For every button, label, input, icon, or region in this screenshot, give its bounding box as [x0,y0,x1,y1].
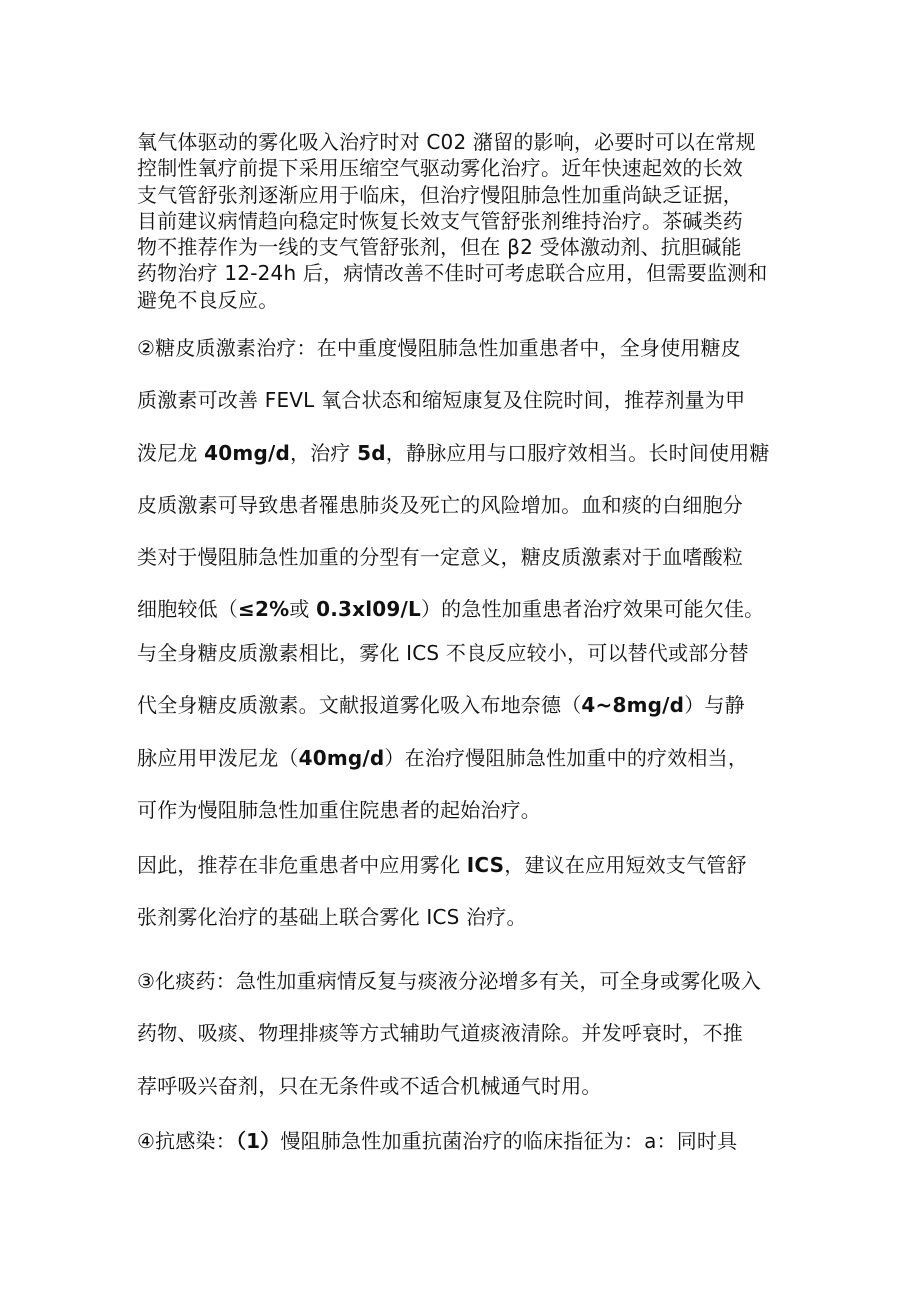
text-segment: ，静脉应用与口服疗效相当。长时间使用糖 [385,440,770,465]
paragraph-anti-infection [137,1115,801,1167]
text-line: 代全身糖皮质激素。文献报道雾化吸入布地奈德（4~8mg/d）与静 [137,693,745,718]
text-line: ④抗感染：（1）慢阻肺急性加重抗菌治疗的临床指征为：a：同时具 [137,1129,738,1153]
paragraph-mucolytics [137,955,801,1112]
paragraph-oxygen-nebulization [137,129,801,313]
count-threshold: 0.3xl09/L [316,597,421,622]
emphasized-value: 4~8mg/d [581,693,685,718]
text-line: 氧气体驱动的雾化吸入治疗时对 C02 潴留的影响，必要时可以在常规 [137,130,756,154]
text-line: 皮质激素可导致患者罹患肺炎及死亡的风险增加。血和痰的白细胞分 [137,492,743,517]
text-line: 张剂雾化治疗的基础上联合雾化 ICS 治疗。 [137,905,527,930]
text-line: 药物治疗 12-24h 后，病情改善不佳时可考虑联合应用，但需要监测和 [137,261,768,286]
text-line: 支气管舒张剂逐渐应用于临床，但治疗慢阻肺急性加重尚缺乏证据， [137,182,743,207]
ics-term: ICS [466,853,505,877]
text-line: 类对于慢阻肺急性加重的分型有一定意义，糖皮质激素对于血嗜酸粒 [137,545,743,570]
text-segment: ）的急性加重患者治疗效果可能欠佳。 [420,597,765,622]
text-segment: ，治疗 [289,440,358,465]
text-line: ③化痰药：急性加重病情反复与痰液分泌增多有关，可全身或雾化吸入 [137,969,762,993]
text-segment: ，建议在应用短效支气管舒 [504,853,747,877]
paragraph-glucocorticoid-therapy [137,322,801,636]
text-line: 避免不良反应。 [137,287,279,312]
text-line: 药物、吸痰、物理排痰等方式辅助气道痰液清除。并发呼衰时，不推 [137,1021,743,1046]
text-segment: 因此，推荐在非危重患者中应用雾化 [137,853,467,877]
text-line: 可作为慢阻肺急性加重住院患者的起始治疗。 [137,797,541,822]
text-line: 控制性氧疗前提下采用压缩空气驱动雾化治疗。近年快速起效的长效 [137,156,743,181]
emphasized-value: 40mg/d [298,745,385,770]
paragraph-recommendation [137,839,801,944]
paragraph-nebulized-ics [137,627,801,836]
text-segment: 泼尼龙 [137,440,205,465]
text-line: 荐呼吸兴奋剂，只在无条件或不适合机械通气时用。 [137,1073,602,1098]
text-line [137,427,801,479]
text-line [137,839,801,891]
text-segment: 或 [289,597,317,622]
dose-value: 40mg/d [204,440,290,465]
emphasized-value: （1） [235,1129,281,1153]
text-line: 物不推荐作为一线的支气管舒张剂，但在 β2 受体激动剂、抗胆碱能 [137,235,742,260]
text-line: ②糖皮质激素治疗：在中重度慢阻肺急性加重患者中，全身使用糖皮 [137,336,741,360]
duration-value: 5d [357,440,386,465]
text-line: 与全身糖皮质激素相比，雾化 ICS 不良反应较小，可以替代或部分替 [137,641,749,665]
text-line: 目前建议病情趋向稳定时恢复长效支气管舒张剂维持治疗。茶碱类药 [137,208,743,233]
text-line: 脉应用甲泼尼龙（40mg/d）在治疗慢阻肺急性加重中的疗效相当， [137,745,749,770]
text-line: 质激素可改善 FEVL 氧合状态和缩短康复及住院时间，推荐剂量为甲 [137,388,746,413]
text-segment: 细胞较低（ [137,597,238,622]
percent-threshold: ≤2% [238,597,290,622]
